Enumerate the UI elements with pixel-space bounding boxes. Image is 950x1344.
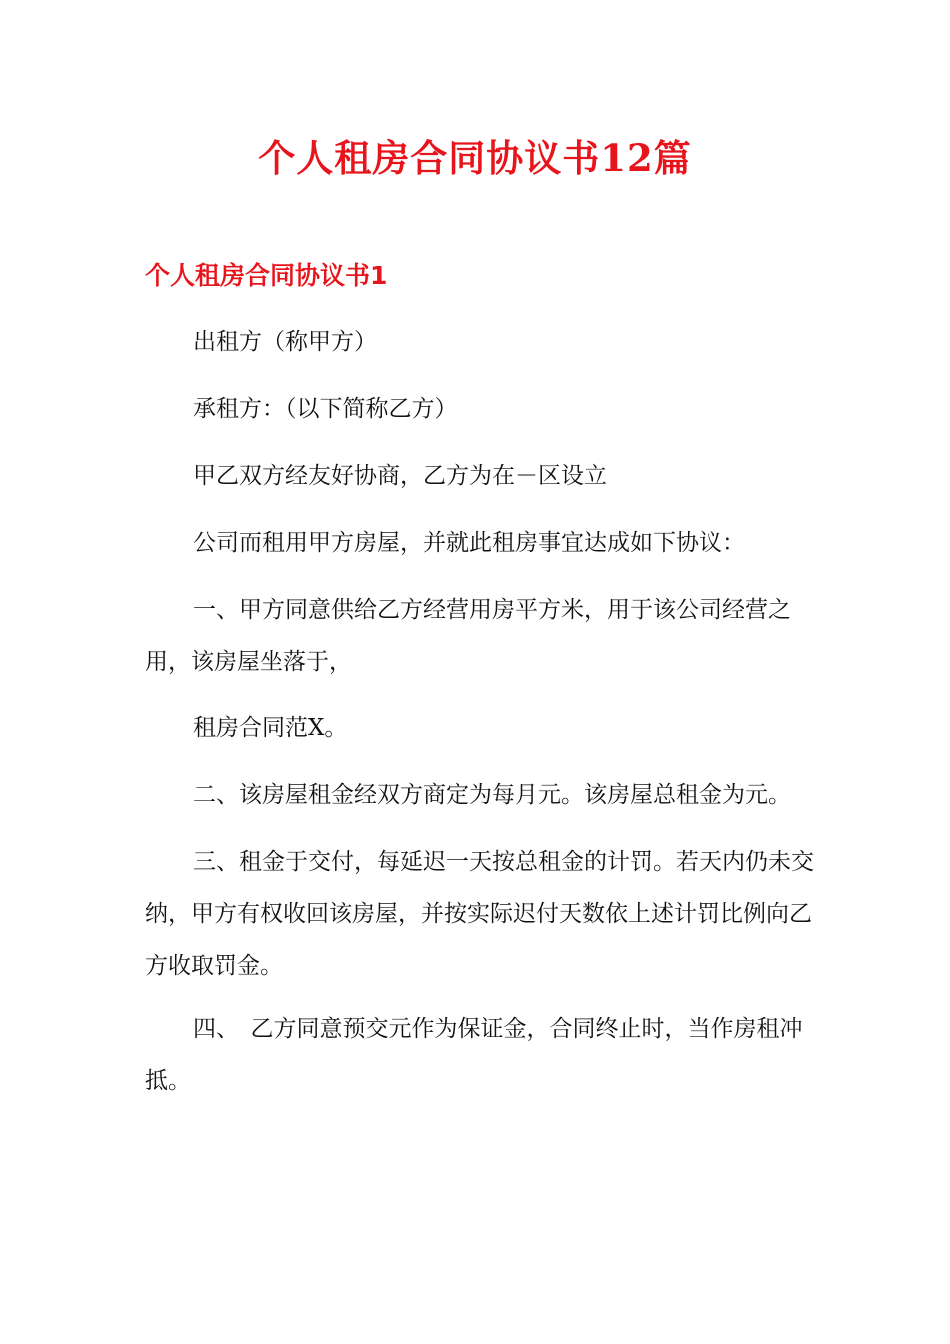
section-heading: 个人租房合同协议书1: [145, 261, 388, 290]
paragraph-lessee: 承租方：（以下简称乙方）: [193, 396, 458, 422]
document-title: 个人租房合同协议书12篇: [258, 136, 692, 180]
paragraph-clause-2: 二、该房屋租金经双方商定为每月元。该房屋总租金为元。: [193, 782, 791, 808]
paragraph-template-note: 租房合同范X。: [193, 715, 348, 741]
paragraph-clause-1: 一、甲方同意供给乙方经营用房平方米，用于该公司经营之用，该房屋坐落于，: [145, 597, 791, 675]
paragraph-purpose: 公司而租用甲方房屋，并就此租房事宜达成如下协议：: [193, 530, 745, 556]
paragraph-clause-4: 四、 乙方同意预交元作为保证金，合同终止时，当作房租冲 抵。: [145, 1016, 803, 1094]
paragraph-lessor: 出租方（称甲方）: [193, 329, 377, 355]
paragraph-clause-3: 三、租金于交付，每延迟一天按总租金的计罚。若天内仍未交纳，甲方有权收回该房屋，并按实际迟付天数依上述计罚比例向乙方收取罚金。: [145, 849, 814, 979]
paragraph-negotiation: 甲乙双方经友好协商，乙方为在－区设立: [193, 463, 607, 489]
